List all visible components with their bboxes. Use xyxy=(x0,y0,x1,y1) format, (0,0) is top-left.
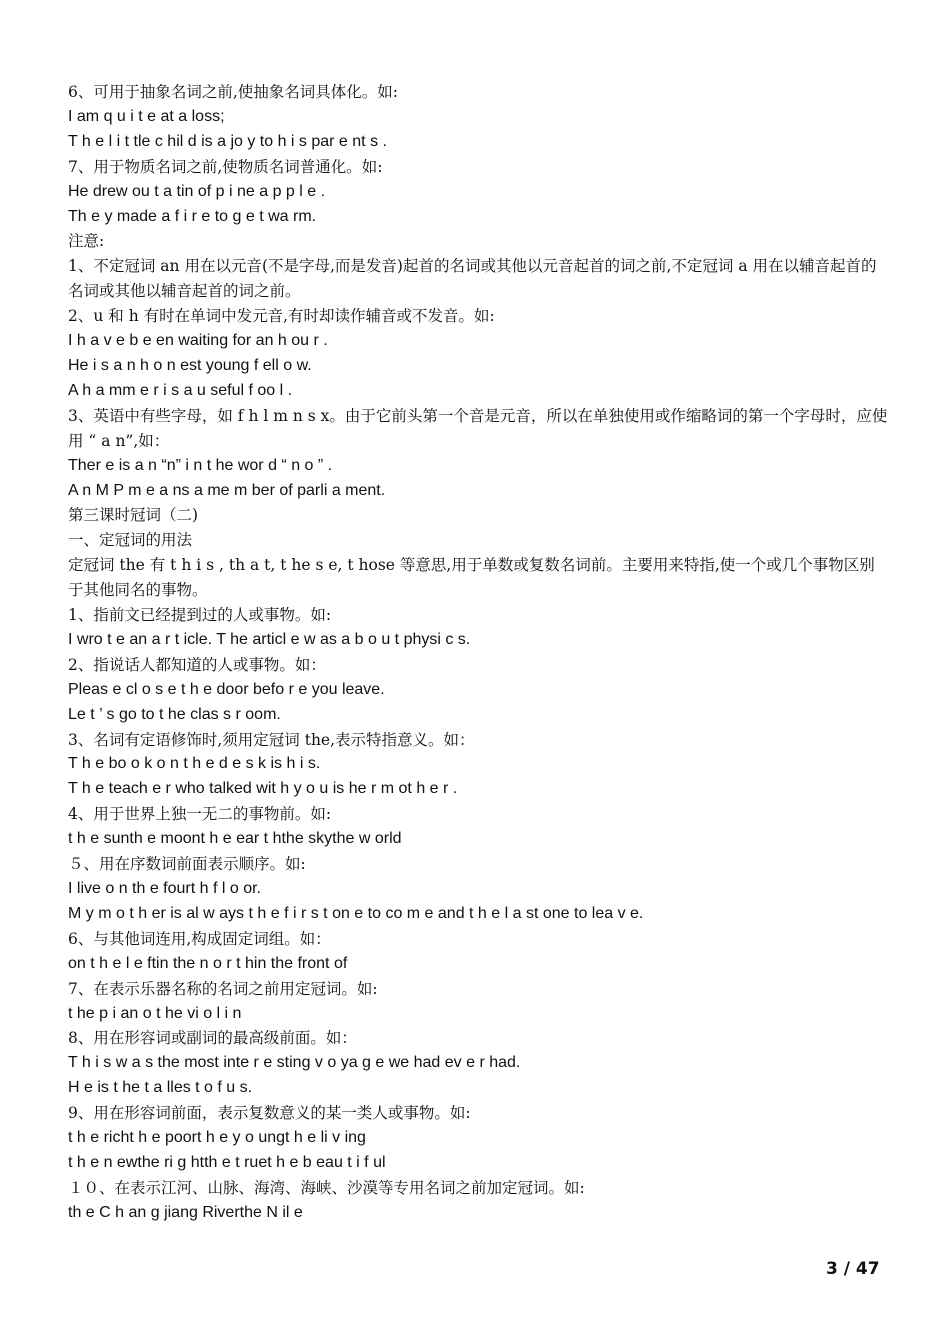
text-line: I am q u i t e at a loss; xyxy=(68,107,225,125)
text-line: t h e richt h e poort h e y o ungt h e li v ing xyxy=(68,1129,366,1147)
text-line: t h e n ewthe ri g htth e t ruet h e b eau t i f ul xyxy=(68,1153,386,1171)
text-line: I wro t e an a r t icle. T he articl e w as a b o u t physi c s. xyxy=(68,630,471,648)
text-line: T h e teach e r who talked wit h y o u is he r m ot h e r . xyxy=(68,780,458,798)
text-line: 2、u 和 h 有时在单词中发元音,有时却读作辅音或不发音。如: xyxy=(68,307,495,326)
subsection-heading: 一、定冠词的用法 xyxy=(68,531,193,550)
text-line: He drew ou t a tin of p i ne a p p l e . xyxy=(68,182,326,200)
text-line: １０、在表示江河、山脉、海湾、海峡、沙漠等专用名词之前加定冠词。如: xyxy=(68,1178,585,1197)
page-total: 47 xyxy=(855,1259,880,1279)
text-paragraph: 3、英语中有些字母，如 f h l m n s x。由于它前头第一个音是元音，所以在单独使用或作缩略词的第一个字母时，应使用 “ a n”,如： xyxy=(68,406,888,450)
text-line: t he p i an o t he vi o l i n xyxy=(68,1004,242,1022)
page-current: 3 xyxy=(826,1259,838,1279)
text-line: Le t ’ s go to t he clas s r oom. xyxy=(68,705,281,723)
document-body xyxy=(68,80,888,1226)
text-line: 9、用在形容词前面，表示复数意义的某一类人或事物。如: xyxy=(68,1104,471,1123)
text-line: t h e sunth e moont h e ear t hthe skythe w orld xyxy=(68,830,402,848)
text-line: I live o n th e fourt h f l o or. xyxy=(68,880,261,897)
text-line: A h a mm e r i s a u seful f oo l . xyxy=(68,381,293,399)
text-line: Ther e is a n “n” i n t he wor d “ n o ” . xyxy=(68,456,333,474)
text-paragraph: 定冠词 the 有 t h i s , th a t, t he s e, t hose 等意思,用于单数或复数名词前。主要用来特指,使一个或几个事物区别于其他同名的事物。 xyxy=(68,556,875,600)
text-line: 3、名词有定语修饰时,须用定冠词 the,表示特指意义。如： xyxy=(68,730,475,749)
text-line: on t h e l e ftin the n o r t hin the front of xyxy=(68,954,348,972)
text-line: 7、用于物质名词之前,使物质名词普通化。如: xyxy=(68,157,383,176)
text-line: I h a v e b e en waiting for an h ou r . xyxy=(68,332,328,350)
text-line: 4、用于世界上独一无二的事物前。如: xyxy=(68,805,332,824)
text-line: H e is t he t a lles t o f u s. xyxy=(68,1079,253,1097)
text-line: 6、可用于抽象名词之前,使抽象名词具体化。如: xyxy=(68,83,399,101)
text-line: 7、在表示乐器名称的名词之前用定冠词。如: xyxy=(68,979,378,998)
text-line: ５、用在序数词前面表示顺序。如: xyxy=(68,855,306,874)
text-line: A n M P m e a ns a me m ber of parli a ment. xyxy=(68,481,386,499)
text-line: Th e y made a f i r e to g e t wa rm. xyxy=(68,207,317,225)
text-line: T h i s w a s the most inte r e sting v o ya g e we had ev e r had. xyxy=(68,1054,521,1072)
text-line: 1、指前文已经提到过的人或事物。如: xyxy=(68,606,332,625)
text-line: 6、与其他词连用,构成固定词组。如： xyxy=(68,929,331,948)
text-line: 8、用在形容词或副词的最高级前面。如： xyxy=(68,1029,357,1048)
text-line: th e C h an g jiang Riverthe N il e xyxy=(68,1203,303,1221)
text-line: 2、指说话人都知道的人或事物。如： xyxy=(68,655,326,674)
section-heading: 第三课时冠词（二) xyxy=(68,506,199,525)
text-line: He i s a n h o n est young f ell o w. xyxy=(68,356,312,374)
text-line: T h e bo o k o n t h e d e s k is h i s. xyxy=(68,755,321,773)
page-number: 3 / 47 xyxy=(826,1259,880,1279)
text-paragraph: M y m o t h er is al w ays t h e f i r s t on e to co m e and t h e l a st one to lea v e. xyxy=(68,904,644,922)
text-line: 注意: xyxy=(68,232,105,251)
text-line: Pleas e cl o s e t h e door befo r e you leave. xyxy=(68,680,385,698)
text-line: T h e l i t tle c hil d is a jo y to h i s par e nt s . xyxy=(68,132,387,150)
text-paragraph: 1、不定冠词 an 用在以元音(不是字母,而是发音)起首的名词或其他以元音起首的词之前,不定冠词 a 用在以辅音起首的名词或其他以辅音起首的词之前。 xyxy=(68,257,877,301)
